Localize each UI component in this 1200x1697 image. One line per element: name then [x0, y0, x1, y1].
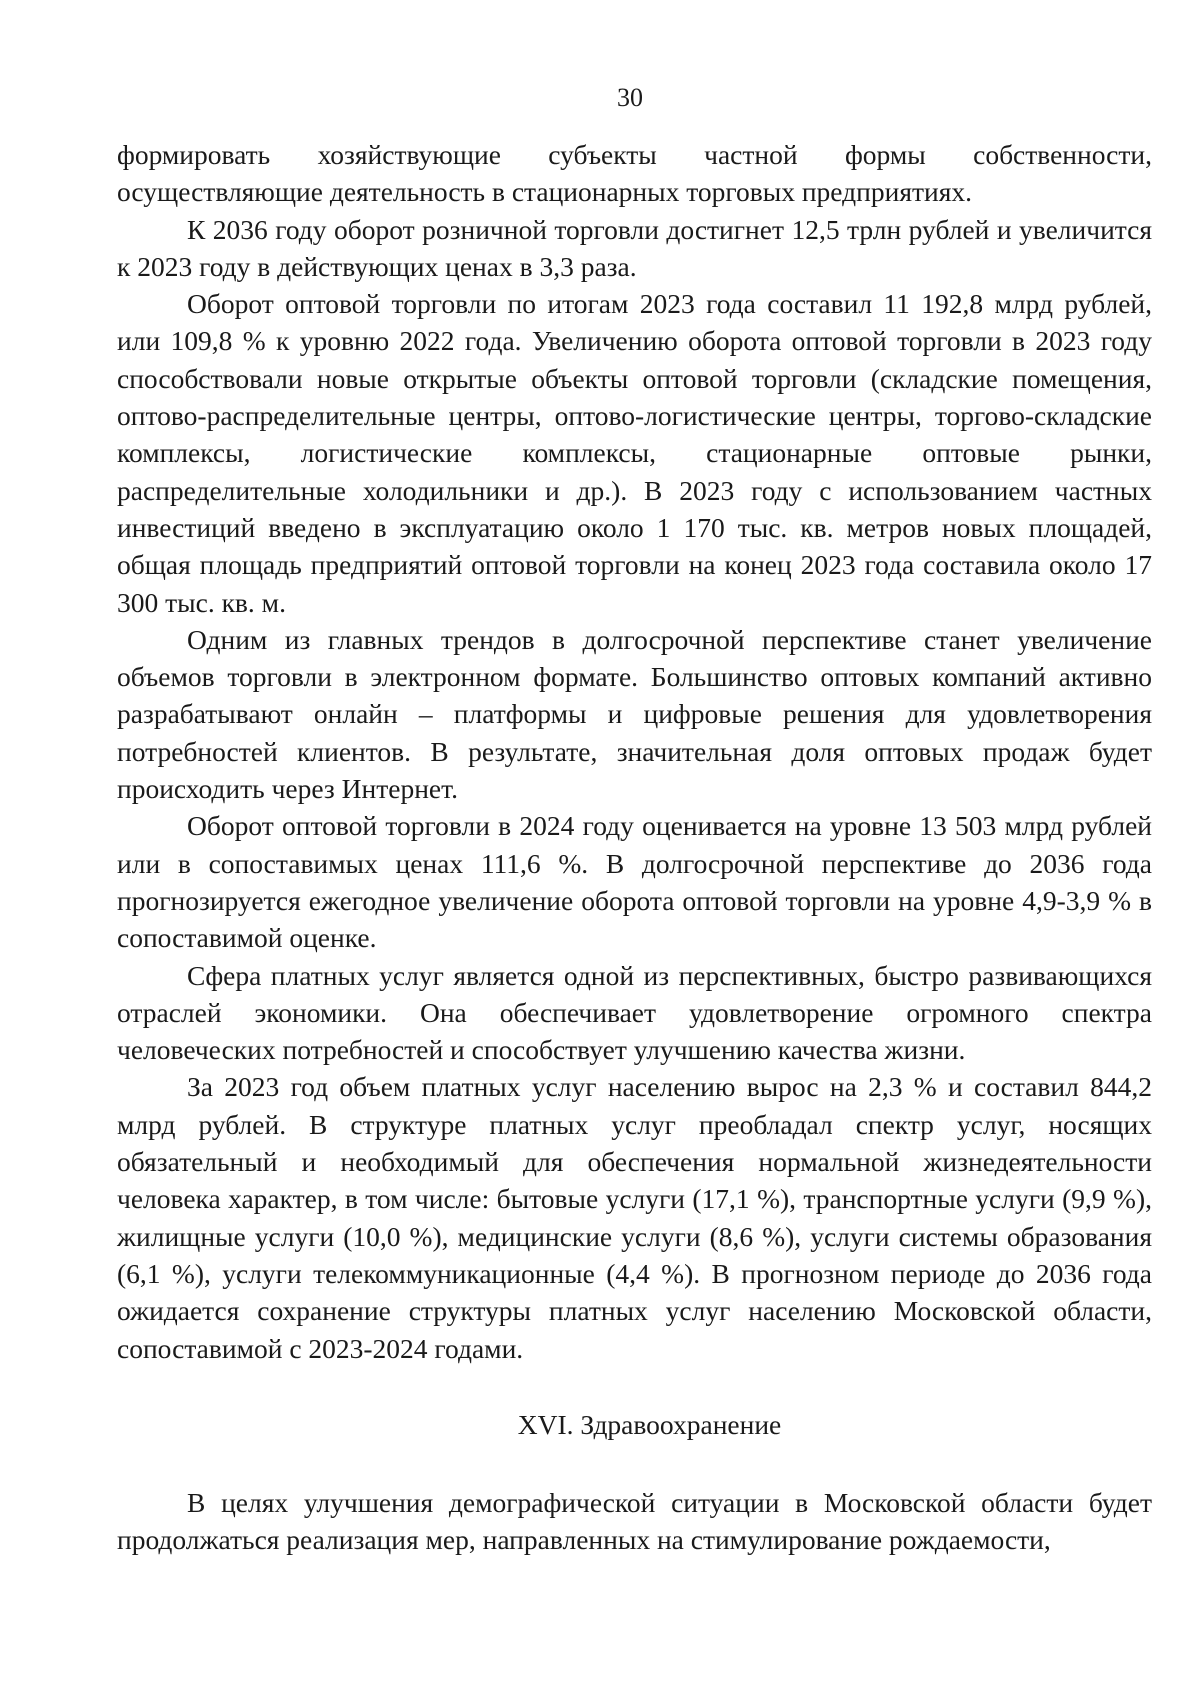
paragraph-healthcare-intro: В целях улучшения демографической ситуации в Московской области будет продолжаться реализация мер, направленных на стимулирование рождаемости,	[117, 1486, 1152, 1556]
paragraph-paid-services-2023: За 2023 год объем платных услуг населению вырос на 2,3 % и составил 844,2 млрд рублей. В структуре платных услуг преобладал спектр услуг, носящих обязательный и необходимый для обеспечения нормальной жизнедеятельности человека характер, в том числе: бытовые услуги (17,1 %), транспортные услуги (9,9 %), жилищные услуги (10,0 %), медицинские услуги (8,6 %), услуги системы образования (6,1 %), услуги телекоммуникационные (4,4 %). В прогнозном периоде до 2036 года ожидается сохранение структуры платных услуг населению Московской области, сопоставимой с 2023-2024 годами.	[117, 1071, 1152, 1364]
paragraph-paid-services: Сфера платных услуг является одной из перспективных, быстро развивающихся отраслей экономики. Она обеспечивает удовлетворение огромного спектра человеческих потребностей и способствует улучшению качества жизни.	[117, 959, 1152, 1066]
section-heading: XVI. Здравоохранение	[517, 1408, 782, 1440]
page-number: 30	[617, 83, 643, 112]
paragraph-continuation: формировать хозяйствующие субъекты частной формы собственности, осуществляющие деятельность в стационарных торговых предприятиях.	[117, 139, 1152, 208]
document-body	[117, 136, 1152, 1558]
paragraph-retail-forecast: К 2036 году оборот розничной торговли достигнет 12,5 трлн рублей и увеличится к 2023 году в действующих ценах в 3,3 раза.	[117, 213, 1152, 282]
paragraph-wholesale-2023: Оборот оптовой торговли по итогам 2023 года составил 11 192,8 млрд рублей, или 109,8 % к уровню 2022 года. Увеличению оборота оптовой торговли в 2023 году способствовали новые открытые объекты оптовой торговли (складские помещения, оптово-распределительные центры, оптово-логистические центры, торгово-складские комплексы, логистические комплексы, стационарные оптовые рынки, распределительные холодильники и др.). В 2023 году с использованием частных инвестиций введено в эксплуатацию около 1 170 тыс. кв. метров новых площадей, общая площадь предприятий оптовой торговли на конец 2023 года составила около 17 300 тыс. кв. м.	[117, 288, 1152, 618]
paragraph-wholesale-2024: Оборот оптовой торговли в 2024 году оценивается на уровне 13 503 млрд рублей или в сопоставимых ценах 111,6 %. В долгосрочной перспективе до 2036 года прогнозируется ежегодное увеличение оборота оптовой торговли на уровне 4,9-3,9 % в сопоставимой оценке.	[117, 810, 1152, 954]
paragraph-ecommerce-trend: Одним из главных трендов в долгосрочной перспективе станет увеличение объемов торговли в электронном формате. Большинство оптовых компаний активно разрабатывают онлайн – платформы и цифровые решения для удовлетворения потребностей клиентов. В результате, значительная доля оптовых продаж будет происходить через Интернет.	[117, 623, 1152, 805]
